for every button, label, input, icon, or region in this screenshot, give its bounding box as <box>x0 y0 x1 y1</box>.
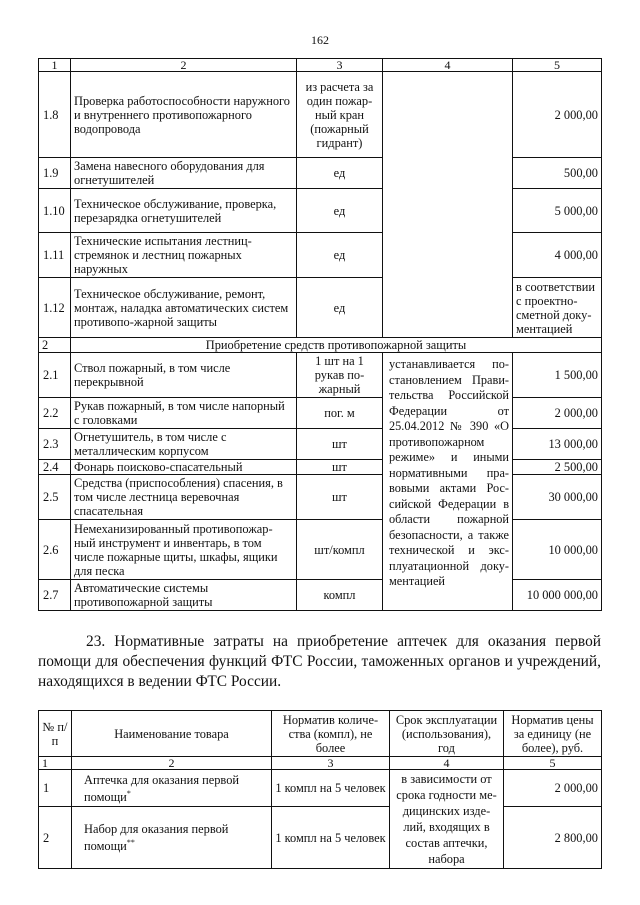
price-note: в соответствии с проектно-сметной доку-ментацией <box>513 278 602 338</box>
price: 13 000,00 <box>513 429 602 460</box>
table-row <box>39 770 602 807</box>
unit: шт/компл <box>297 520 383 580</box>
item-name: Ствол пожарный, в том числе перекрывной <box>71 353 297 398</box>
section-title: Приобретение средств противопожарной защиты <box>71 338 602 353</box>
section-number: 2 <box>39 338 71 353</box>
column-number: 3 <box>297 59 383 72</box>
item-name: Средства (приспособления) спасения, в том числе лестница веревочная спасательная <box>71 475 297 520</box>
table-row <box>39 807 602 869</box>
item-name: Технические испытания лестниц-стремянок и лестниц пожарных наружных <box>71 233 297 278</box>
section-row <box>39 338 602 353</box>
table-row <box>39 72 602 158</box>
row-number: 1.12 <box>39 278 71 338</box>
column-number: 1 <box>39 59 71 72</box>
item-name: Техническое обслуживание, проверка, перезарядка огнетушителей <box>71 189 297 233</box>
paragraph-23 <box>38 632 601 692</box>
unit: шт <box>297 429 383 460</box>
unit: 1 шт на 1 рукав по-жарный <box>297 353 383 398</box>
unit: компл <box>297 580 383 611</box>
price: 30 000,00 <box>513 475 602 520</box>
quantity: 1 компл на 5 человек <box>272 770 390 807</box>
unit: пог. м <box>297 398 383 429</box>
row-number: 2.6 <box>39 520 71 580</box>
header-cell: Срок эксплуатации (использования), год <box>390 711 504 757</box>
page-number: 162 <box>311 33 329 47</box>
table-row <box>39 580 602 611</box>
empty-cell <box>383 72 513 338</box>
unit: шт <box>297 475 383 520</box>
row-number: 2.4 <box>39 460 71 475</box>
table-row <box>39 158 602 189</box>
row-number: 2.3 <box>39 429 71 460</box>
unit: ед <box>297 189 383 233</box>
item-name-text: Аптечка для оказания первой помощи <box>84 772 240 804</box>
unit: из расчета за один пожар-ный кран (пожарный гидрант) <box>297 72 383 158</box>
price: 2 500,00 <box>513 460 602 475</box>
row-number: 1.10 <box>39 189 71 233</box>
first-aid-kits-table <box>38 710 602 869</box>
row-number: 2.5 <box>39 475 71 520</box>
price: 2 000,00 <box>513 398 602 429</box>
column-number: 4 <box>383 59 513 72</box>
row-number: 1.8 <box>39 72 71 158</box>
price: 10 000 000,00 <box>513 580 602 611</box>
footnote-mark: ** <box>126 838 135 848</box>
row-number: 1 <box>39 770 72 807</box>
item-name: Немеханизированный противопожар-ный инструмент и инвентарь, в том числе пожарные щиты, шкафы, ящики для песка <box>71 520 297 580</box>
column-number: 5 <box>513 59 602 72</box>
price: 2 800,00 <box>504 807 602 869</box>
table-row <box>39 429 602 460</box>
column-number: 4 <box>390 757 504 770</box>
row-number: 2.1 <box>39 353 71 398</box>
price: 2 000,00 <box>513 72 602 158</box>
item-name: Техническое обслуживание, ремонт, монтаж, наладка автоматических систем противопо-жарной защиты <box>71 278 297 338</box>
table-row <box>39 520 602 580</box>
unit: ед <box>297 233 383 278</box>
price: 4 000,00 <box>513 233 602 278</box>
item-name-text: Набор для оказания первой помощи <box>84 822 229 854</box>
unit: ед <box>297 278 383 338</box>
price: 10 000,00 <box>513 520 602 580</box>
header-cell: Норматив цены за единицу (не более), руб. <box>504 711 602 757</box>
table-row <box>39 460 602 475</box>
row-number: 2.7 <box>39 580 71 611</box>
unit: шт <box>297 460 383 475</box>
column-numbers-row <box>39 757 602 770</box>
row-number: 2 <box>39 807 72 869</box>
column-number: 3 <box>272 757 390 770</box>
quantity: 1 компл на 5 человек <box>272 807 390 869</box>
item-name <box>72 807 272 869</box>
table-header-row <box>39 711 602 757</box>
column-number: 2 <box>71 59 297 72</box>
item-name: Фонарь поисково-спасательный <box>71 460 297 475</box>
price: 1 500,00 <box>513 353 602 398</box>
table-header-row <box>39 59 602 72</box>
price: 500,00 <box>513 158 602 189</box>
header-cell: Норматив количе-ства (компл), не более <box>272 711 390 757</box>
regulation-note: устанавливается по-становлением Прави-тельства Российской Федерации от 25.04.2012 № 390 «О противопожарном режиме» и иными нормативными пра-вовыми актами Рос-сийской Федерации в области пожарной безопасности, а также технической и экс-плуатационной доку-ментацией <box>383 353 513 611</box>
service-term: в зависимости от срока годности ме-дицинских изде-лий, входящих в состав аптечки, набора <box>390 770 504 869</box>
item-name: Проверка работоспособности наружного и внутреннего противопожарного водопровода <box>71 72 297 158</box>
footnote-mark: * <box>126 788 131 798</box>
column-number: 1 <box>39 757 72 770</box>
table-row <box>39 398 602 429</box>
table-row <box>39 475 602 520</box>
table-row <box>39 233 602 278</box>
item-name: Огнетушитель, в том числе с металлическим корпусом <box>71 429 297 460</box>
header-cell: Наименование товара <box>72 711 272 757</box>
unit: ед <box>297 158 383 189</box>
price: 2 000,00 <box>504 770 602 807</box>
item-name <box>72 770 272 807</box>
row-number: 2.2 <box>39 398 71 429</box>
item-name: Рукав пожарный, в том числе напорный с головками <box>71 398 297 429</box>
price: 5 000,00 <box>513 189 602 233</box>
paragraph-text: 23. Нормативные затраты на приобретение аптечек для оказания первой помощи для обеспечения функций ФТС России, таможенных органов и учреждений, находящихся в ведении ФТС России. <box>38 633 601 690</box>
item-name: Замена навесного оборудования для огнетушителей <box>71 158 297 189</box>
item-name: Автоматические системы противопожарной защиты <box>71 580 297 611</box>
column-number: 5 <box>504 757 602 770</box>
table-row <box>39 353 602 398</box>
fire-safety-costs-table <box>38 58 602 611</box>
header-cell: № п/п <box>39 711 72 757</box>
column-number: 2 <box>72 757 272 770</box>
table-row <box>39 189 602 233</box>
row-number: 1.11 <box>39 233 71 278</box>
table-row <box>39 278 602 338</box>
row-number: 1.9 <box>39 158 71 189</box>
